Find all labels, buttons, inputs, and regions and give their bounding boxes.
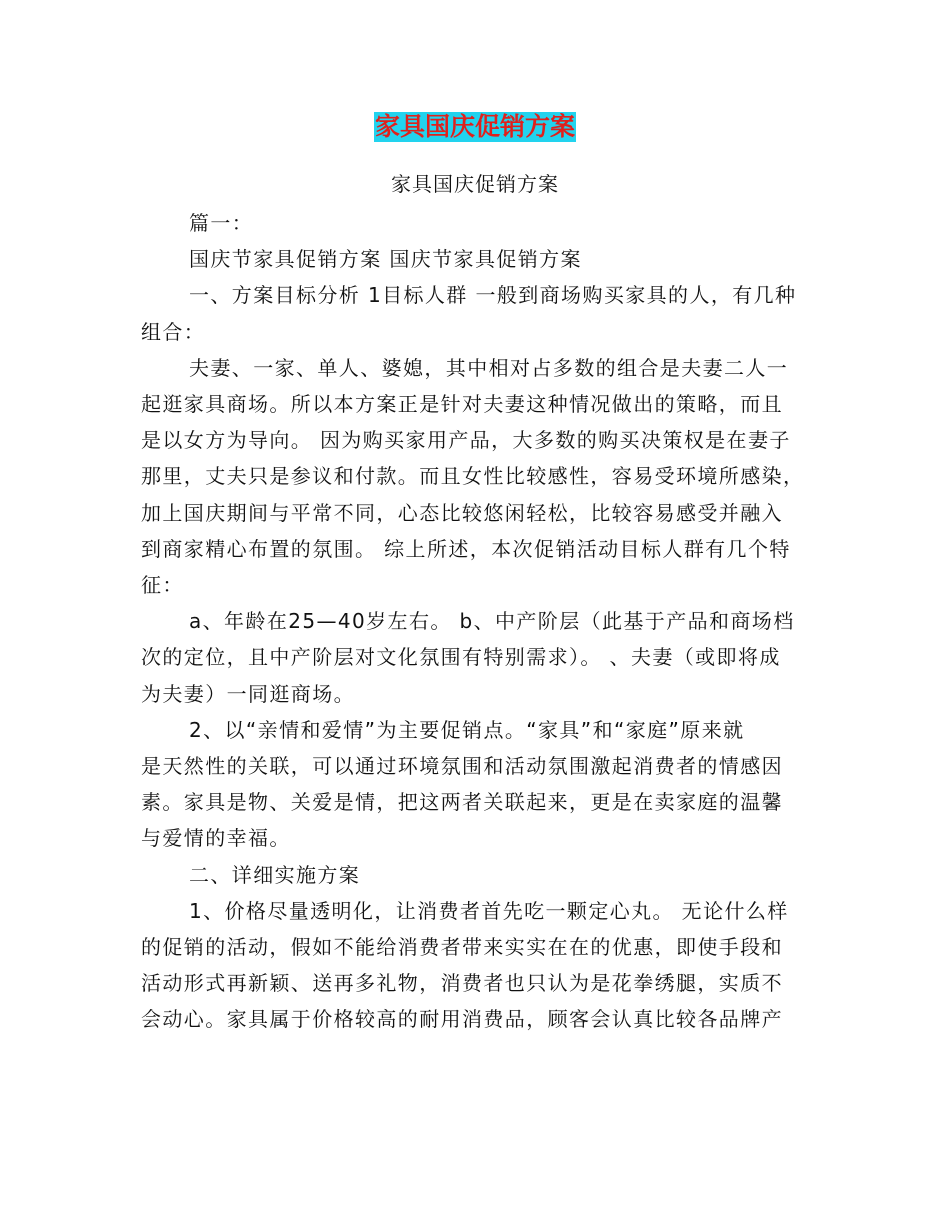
- text-line: 那里，丈夫只是参议和付款。而且女性比较感性，容易受环境所感染，: [141, 464, 805, 489]
- text-line: 是以女方为导向。 因为购买家用产品，大多数的购买决策权是在妻子: [141, 428, 791, 453]
- text-line: 的促销的活动，假如不能给消费者带来实实在在的优惠，即使手段和: [141, 935, 783, 960]
- text-line: 为夫妻）一同逛商场。: [141, 681, 355, 706]
- document-subtitle: 家具国庆促销方案: [391, 172, 559, 196]
- text-line: a、年龄在25—40岁左右。 b、中产阶层（此基于产品和商场档: [189, 609, 795, 634]
- document-title: 家具国庆促销方案: [374, 112, 575, 141]
- document-body: [141, 205, 809, 1038]
- text-line: 会动心。家具属于价格较高的耐用消费品，顾客会认真比较各品牌产: [141, 1007, 783, 1032]
- text-line: 素。家具是物、关爱是情，把这两者关联起来，更是在卖家庭的温馨: [141, 790, 783, 815]
- text-line: 到商家精心布置的氛围。 综上所述，本次促销活动目标人群有几个特: [141, 536, 791, 561]
- text-line: 国庆节家具促销方案 国庆节家具促销方案: [189, 247, 582, 272]
- text-line: 与爱情的幸福。: [141, 826, 291, 851]
- text-line: 活动形式再新颖、送再多礼物，消费者也只认为是花拳绣腿，实质不: [141, 971, 783, 996]
- text-line: 次的定位，且中产阶层对文化氛围有特别需求）。 、夫妻（或即将成: [141, 645, 781, 670]
- text-line: 加上国庆期间与平常不同，心态比较悠闲轻松，比较容易感受并融入: [141, 500, 783, 525]
- document-title-container: [0, 112, 950, 142]
- text-line: 一、方案目标分析 1目标人群 一般到商场购买家具的人，有几种: [189, 283, 797, 308]
- text-line: 征：: [141, 573, 184, 598]
- text-line: 1、价格尽量透明化，让消费者首先吃一颗定心丸。 无论什么样: [189, 898, 789, 923]
- text-line: 夫妻、一家、单人、婆媳，其中相对占多数的组合是夫妻二人一: [189, 355, 789, 380]
- text-line: 二、详细实施方案: [189, 862, 361, 887]
- text-line: 起逛家具商场。所以本方案正是针对夫妻这种情况做出的策略，而且: [141, 392, 783, 417]
- text-line: 是天然性的关联，可以通过环境氛围和活动氛围激起消费者的情感因: [141, 754, 783, 779]
- text-line: 2、以“亲情和爱情”为主要促销点。“家具”和“家庭”原来就: [189, 717, 745, 742]
- text-line: 组合：: [141, 319, 206, 344]
- text-line: 篇一：: [189, 211, 254, 235]
